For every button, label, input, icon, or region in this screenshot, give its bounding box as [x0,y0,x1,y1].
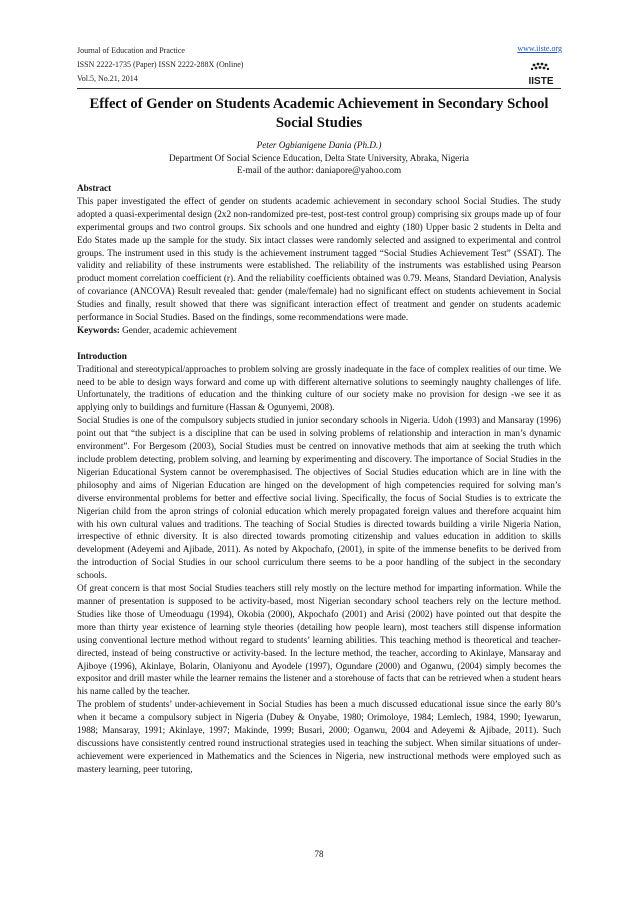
intro-paragraph: Traditional and stereotypical/approaches to problem solving are grossly inadequate in the face of complex realities of our time. We need to be able to design ways forward and come up with different alternative solutions to seemingly naughty challenges of life. Unfortunately, the traditions of education and the thinking culture of our society make no provision for design -we see it as applying only to buildings and furniture (Hassan & Ogunyemi, 2008). [77,363,561,413]
intro-paragraph: The problem of students’ under-achievement in Social Studies has been a much discussed educational issue since the early 80’s when it became a compulsory subject in Nigeria (Dubey & Onyabe, 1980; Orimoloye, 1984; Lemlech, 1984, 1990; Iyewarun, 1988; Mansaray, 1991; Akinlaye, 1997; Makinde, 1999; Busari, 2000; Oganwu, 2004 and Adeyemi & Ajibade, 2011). Such discussions have consistently centred round instructional strategies used in teaching the subject. When similar situations of under-achievement were experienced in Mathematics and the Sciences in Nigeria, new instructional methods were employed such as mastery learning, peer tutoring, [77,699,561,774]
intro-paragraph: Of great concern is that most Social Studies teachers still rely mostly on the lecture method for imparting information. While the manner of presentation is supposed to be activity-based, most Nigerian secondary school teachers rely on the lecture method. Studies like those of Umeoduagu (1994), Okobia (2000), Akpochafo (2001) and Arisi (2002) have pointed out that despite the more than thirty year existence of learning style theories (detailing how people learn), most teachers still dispense information using conventional lecture method without regard to students’ learning abilities. This teaching method is theoretical and teacher-directed, instead of being constructive or activity-based. In the lecture method, the teacher, according to Akinlaye, Mansaray and Ajiboye (1996), Akinlaye, Bolarin, Olaniyonu and Ayodele (1997), Ogundare (2000) and Oganwu, (2004) simply becomes the expositor and drill master while the learner remains the listener and a storehouse of facts that can be retrieved when a student hears his name called by the teacher. [77,583,561,697]
author-email: E-mail of the author: daniapore@yahoo.com [236,165,402,175]
paper-title: Effect of Gender on Students Academic Achievement in Secondary School Social Studies [89,96,549,131]
abstract-text: This paper investigated the effect of gender on students academic achievement in secondary school Social Studies. The study adopted a quasi-experimental design (2x2 non-randomized pre-test, post-test control group) comprising six groups made up of four experimental groups and two control groups. Six schools and one hundred and eighty (180) Upper basic 2 students in Delta and Edo States made up the sample for the study. Six intact classes were randomly selected and assigned to experimental and control groups. The instrument used in this study is the achievement instrument tagged “Social Studies Achievement Test” (SSAT). The validity and reliability of these instruments were established. The reliability of the instruments was established using Pearson product moment correlation coefficient (r). And the reliability coefficients obtained was 0.79. Means, Standard Deviation, Analysis of covariance (ANCOVA) Result revealed that: gender (male/female) had no significant effect on students achievement in Social Studies and finally, result showed that there was significant interaction effect of treatment and gender on students academic performance in Social Studies. Based on the findings, some recommendations were made. [77,195,561,323]
volume-line: Vol.5, No.21, 2014 [77,74,138,83]
journal-header [77,44,243,86]
author-block [77,139,561,177]
logo-lettering: IISTE [528,76,554,87]
author-name: Peter Ogbianigene Dania (Ph.D.) [256,140,382,150]
keywords-text: Gender, academic achievement [119,324,237,335]
journal-name: Journal of Education and Practice [77,46,185,55]
page-number: 78 [314,849,324,859]
abstract-heading: Abstract [77,183,112,193]
header-rule [77,88,561,89]
intro-paragraph: Social Studies is one of the compulsory subjects studied in junior secondary schools in Nigeria. Udoh (1993) and Mansaray (1996) point out that “the subject is a discipline that can be used in solving problems of relationship and interaction in man’s dynamic environment”. For Bergesom (2003), Social Studies must be centred on innovative methods that aim at seeking the truth which include problem detecting, problem solving, and learning by experimenting and discovery. The importance of Social Studies in the Nigerian Educational System cannot be overemphasised. The objectives of Social Studies education which are in line with the philosophy and aims of Nigerian Education are hinged on the development of high competencies required for solving man’s diverse environmental problems for better and effective social living. Specifically, the focus of Social Studies is to extricate the Nigerian child from the apron strings of colonial education which merely propagated foreign values and therefore acquaint him with his own cultural values and traditions. The teaching of Social Studies is directed towards building a virile Nigeria Nation, irrespective of ethnic diversity. It is also directed towards promoting citizenship and values education in addition to skills development (Adeyemi and Ajibade, 2011). As noted by Akpochafo, (2001), in spite of the immense benefits to be derived from the introduction of Social Studies in our school curriculum there seems to be a poor handling of the subject in the secondary schools. [77,415,561,581]
iiste-logo [521,60,561,90]
paper-body [77,182,561,776]
author-department: Department Of Social Science Education, Delta State University, Abraka, Nigeria [169,152,469,163]
introduction-heading: Introduction [77,350,127,361]
keywords-line [77,324,561,337]
journal-url-link[interactable]: www.iiste.org [517,44,562,53]
section-gap [77,337,561,350]
keywords-label: Keywords: [77,324,120,335]
issn-line: ISSN 2222-1735 (Paper) ISSN 2222-288X (Online) [77,60,244,69]
